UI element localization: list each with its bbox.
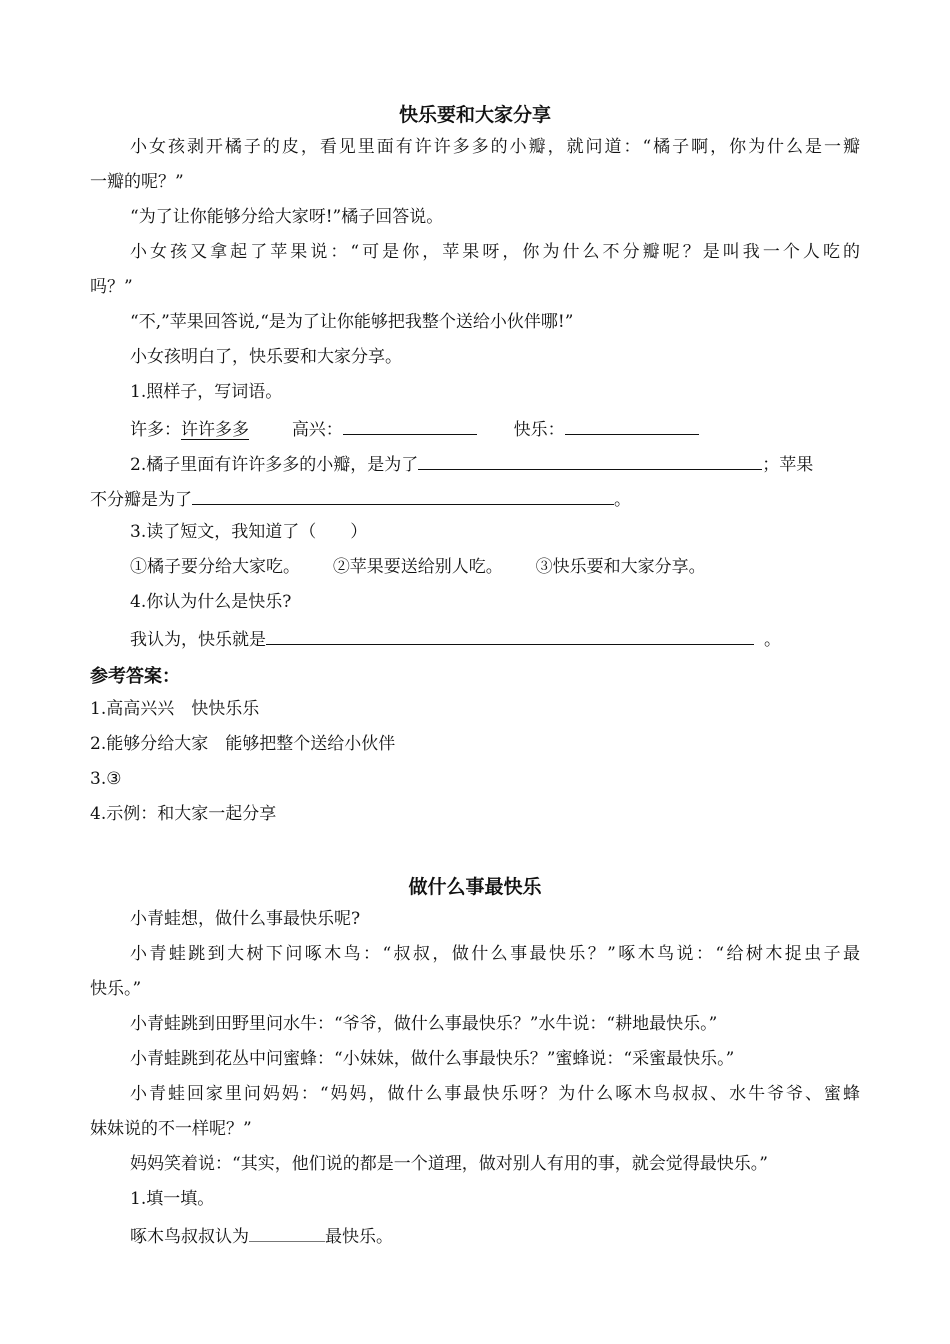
question-2-line-1 xyxy=(130,451,860,476)
story2-paragraph-2-line-1: 小青蛙跳到大树下问啄木鸟：“叔叔，做什么事最快乐？”啄木鸟说：“给树木捉虫子最 xyxy=(130,944,860,964)
question-2-text-4: 。 xyxy=(614,490,631,510)
story2-paragraph-1: 小青蛙想，做什么事最快乐呢? xyxy=(130,909,361,929)
answer-1: 1.高高兴兴 快快乐乐 xyxy=(90,699,260,719)
question-2-blank-2[interactable] xyxy=(192,486,614,505)
question-2-text-3: 不分瓣是为了 xyxy=(90,490,192,510)
story1-paragraph-1-line-2: 一瓣的呢？” xyxy=(90,172,184,192)
answer-3: 3.③ xyxy=(90,769,122,789)
item-3-blank[interactable] xyxy=(565,416,699,435)
question-4-answer-line xyxy=(130,626,860,651)
question-2-text-1: 2.橘子里面有许许多多的小瓣，是为了 xyxy=(130,455,419,475)
example-answer: 许许多多 xyxy=(181,420,249,440)
item-2-blank[interactable] xyxy=(343,416,477,435)
example-label: 许多： xyxy=(130,420,181,440)
question-3-prompt: 3.读了短文，我知道了（ ） xyxy=(130,522,368,542)
story2-question-1-prompt: 1.填一填。 xyxy=(130,1189,215,1209)
story1-paragraph-2: “为了让你能够分给大家呀!”橘子回答说。 xyxy=(130,207,444,227)
story2-paragraph-2-line-2: 快乐。” xyxy=(90,979,142,999)
story1-paragraph-5: 小女孩明白了，快乐要和大家分享。 xyxy=(130,347,402,367)
story2-paragraph-5-line-1: 小青蛙回家里问妈妈：“妈妈，做什么事最快乐呀？为什么啄木鸟叔叔、水牛爷爷、蜜蜂 xyxy=(130,1084,860,1104)
question-1-row xyxy=(130,416,860,441)
story2-paragraph-5-line-2: 妹妹说的不一样呢？” xyxy=(90,1119,252,1139)
question-4-answer-end: 。 xyxy=(764,630,781,650)
item-3-label: 快乐： xyxy=(513,420,565,440)
answers-heading: 参考答案： xyxy=(90,666,180,687)
item-2-label: 高兴： xyxy=(291,420,343,440)
story2-question-1-line xyxy=(130,1223,860,1248)
question-2-text-2: ；苹果 xyxy=(762,455,814,475)
question-1-prompt: 1.照样子，写词语。 xyxy=(130,382,283,402)
story2-question-1-lead: 啄木鸟叔叔认为 xyxy=(130,1227,249,1247)
question-3-options xyxy=(130,556,860,578)
option-2[interactable]: ②苹果要送给别人吃。 xyxy=(332,557,503,577)
story2-paragraph-6: 妈妈笑着说：“其实，他们说的都是一个道理，做对别人有用的事，就会觉得最快乐。” xyxy=(130,1154,768,1174)
answer-2: 2.能够分给大家 能够把整个送给小伙伴 xyxy=(90,734,396,754)
story2-question-1-blank[interactable] xyxy=(249,1223,325,1242)
answer-4: 4.示例：和大家一起分享 xyxy=(90,804,277,824)
story2-question-1-end: 最快乐。 xyxy=(325,1227,393,1247)
story2-paragraph-3: 小青蛙跳到田野里问水牛：“爷爷，做什么事最快乐？”水牛说：“耕地最快乐。” xyxy=(130,1014,718,1034)
story1-paragraph-1-line-1: 小女孩剥开橘子的皮，看见里面有许许多多的小瓣，就问道：“橘子啊，你为什么是一瓣 xyxy=(130,137,860,157)
question-4-prompt: 4.你认为什么是快乐? xyxy=(130,592,292,612)
option-3[interactable]: ③快乐要和大家分享。 xyxy=(535,557,706,577)
story1-paragraph-3-line-2: 吗？” xyxy=(90,277,133,297)
story2-paragraph-4: 小青蛙跳到花丛中问蜜蜂：“小妹妹，做什么事最快乐？”蜜蜂说：“采蜜最快乐。” xyxy=(130,1049,735,1069)
story1-paragraph-3-line-1: 小女孩又拿起了苹果说：“可是你，苹果呀，你为什么不分瓣呢？是叫我一个人吃的 xyxy=(130,242,860,262)
question-4-blank[interactable] xyxy=(266,626,754,645)
story1-title: 快乐要和大家分享 xyxy=(398,104,551,126)
story1-paragraph-4: “不,”苹果回答说,“是为了让你能够把我整个送给小伙伴哪!” xyxy=(130,312,574,332)
question-2-blank-1[interactable] xyxy=(418,451,762,470)
question-4-answer-lead: 我认为，快乐就是 xyxy=(130,630,266,650)
story2-title: 做什么事最快乐 xyxy=(408,876,542,898)
question-2-line-2 xyxy=(90,486,860,511)
option-1[interactable]: ①橘子要分给大家吃。 xyxy=(130,557,300,577)
